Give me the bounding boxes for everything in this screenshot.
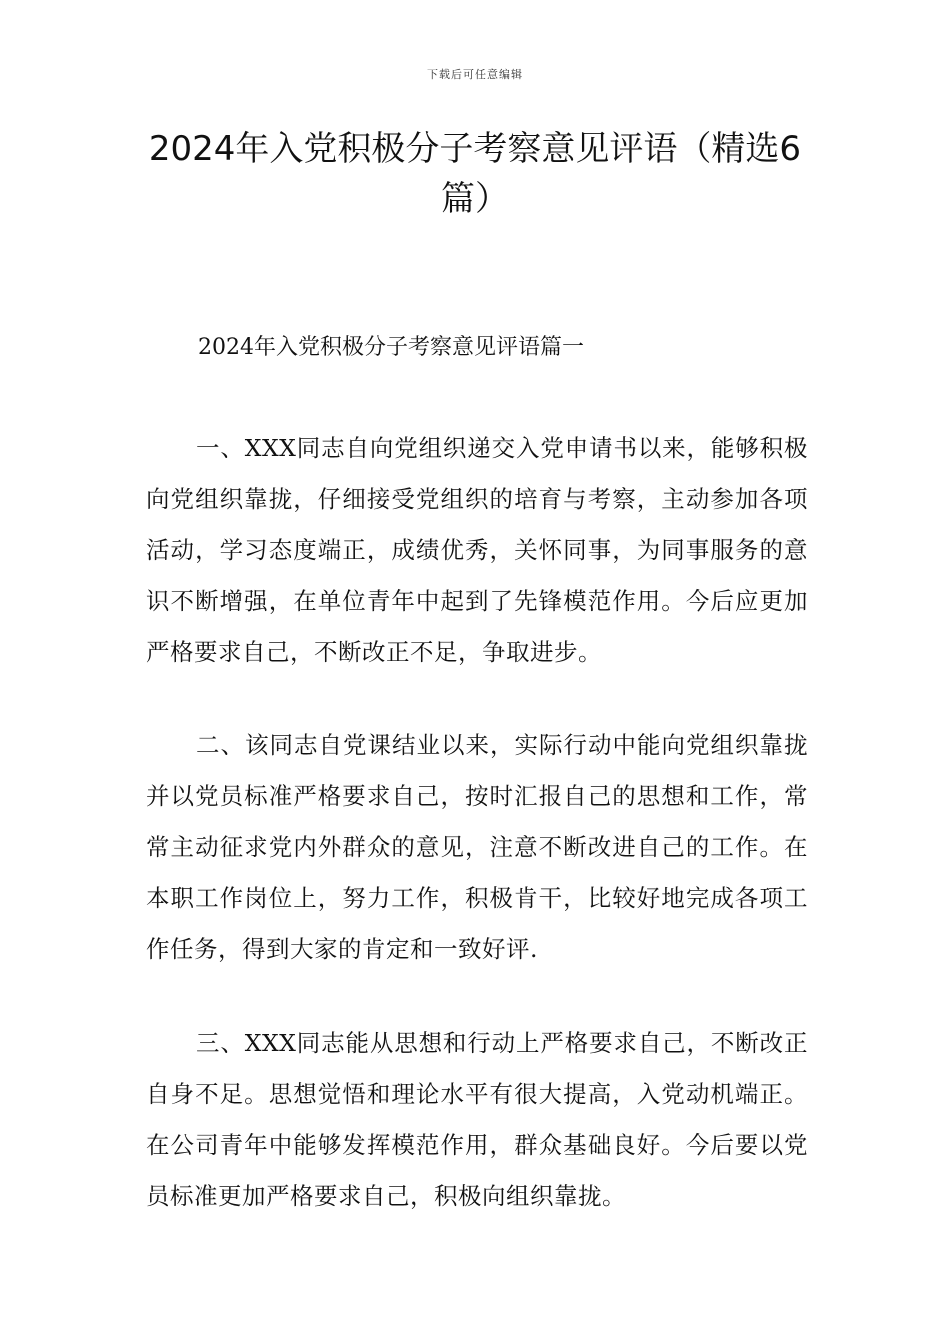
paragraph-2: 二、该同志自党课结业以来，实际行动中能向党组织靠拢并以党员标准严格要求自己，按时汇报自己的思想和工作，常常主动征求党内外群众的意见，注意不断改进自己的工作。在本职工作岗位上，努力工作，积极肯干，比较好地完成各项工作任务，得到大家的肯定和一致好评.	[146, 731, 808, 963]
header-note: 下载后可任意编辑	[427, 68, 523, 81]
document-title: 2024年入党积极分子考察意见评语（精选6篇）	[148, 129, 802, 219]
paragraph-1: 一、XXX同志自向党组织递交入党申请书以来，能够积极向党组织靠拢，仔细接受党组织的培育与考察，主动参加各项活动，学习态度端正，成绩优秀，关怀同事，为同事服务的意识不断增强，在单位青年中起到了先锋模范作用。今后应更加严格要求自己，不断改正不足，争取进步。	[146, 434, 808, 666]
paragraph-3: 三、XXX同志能从思想和行动上严格要求自己，不断改正自身不足。思想觉悟和理论水平有很大提高，入党动机端正。在公司青年中能够发挥模范作用，群众基础良好。今后要以党员标准更加严格要求自己，积极向组织靠拢。	[146, 1029, 808, 1210]
section-heading: 2024年入党积极分子考察意见评语篇一	[198, 335, 584, 360]
